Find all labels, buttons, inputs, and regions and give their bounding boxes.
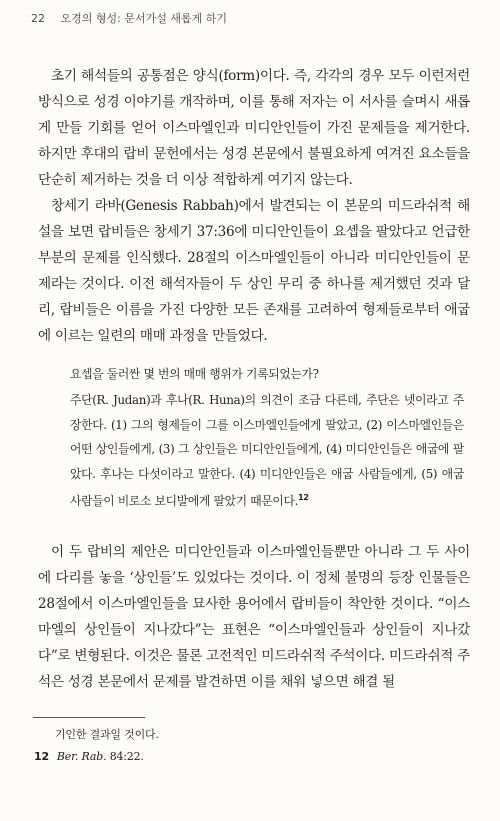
paragraph-2: 창세기 라바(Genesis Rabbah)에서 발견되는 이 본문의 미드라쉬적 해설을 보면 랍비들은 창세기 37:36에 미디안인들이 요셉을 팔았다고 언급한 부분의 문제를 인식했다. 28절의 이스마엘인들이 아니라 미디안인들이 문제라는 것이다. 이전 해석자들이 두 상인 무리 중 하나를 제거했던 것과 달리, 랍비들은 이름을 가진 다양한 모든 존재를 고려하여 형제들로부터 애굽에 이르는 일련의 매매 과정을 만들었다. [38,198,470,344]
footnote-separator [33,717,145,718]
footnote-12 [34,749,144,765]
paragraph-3: 이 두 랍비의 제안은 미디안인들과 이스마엘인들뿐만 아니라 그 두 사이에 다리를 놓을 ‘상인들’도 있었다는 것이다. 이 정체 불명의 등장 인물들은 28절에서 이스마엘인들을 묘사한 용어에서 랍비들이 착안한 것이다. “이스마엘의 상인들이 지나갔다”는 표현은 “이스마엘인들과 상인들이 지나갔다”로 변형된다. 이것은 물론 고전적인 미드라쉬적 주석이다. 미드라쉬적 주석은 성경 본문에서 문제를 발견하면 이를 채워 넣으면 해결 될 [38,544,470,690]
footnote-ref-12[interactable]: 12 [298,493,309,502]
page-number: 22 [31,12,45,25]
quote-answer-text: 주단(R. Judan)과 후나(R. Huna)의 의견이 조금 다른데, 주단은 넷이라고 주장한다. (1) 그의 형제들이 그를 이스마엘인들에게 팔았고, (2) 이스마엘인들은 어떤 상인들에게, (3) 그 상인들은 미디안인들에게, (4) 미디안인들은 애굽에 팔았다. 후나는 다섯이라고 말한다. (4) 미디안인들은 애굽 사람들에게, (5) 애굽 사람들이 비로소 보디발에게 팔았기 때문이다. [70,393,464,508]
quote-answer [70,388,464,513]
footnote-location: 84:22. [109,750,144,763]
running-header [31,10,227,26]
footnote-continued: 기인한 결과일 것이다. [55,728,159,741]
footnote-source: Ber. Rab. [56,750,107,763]
paragraph-1: 초기 해석들의 공통점은 양식(form)이다. 즉, 각각의 경우 모두 이런저런 방식으로 성경 이야기를 개작하며, 이를 통해 저자는 이 서사를 슬며시 새롭게 만들 기회를 얻어 이스마엘인과 미디안인들이 가진 문제들을 제거한다. 하지만 후대의 랍비 문헌에서는 성경 본문에서 불필요하게 여겨진 요소들을 단순히 제거하는 것을 더 이상 적합하게 여기지 않는다. [38,68,470,188]
running-title: 오경의 형성: 문서가설 새롭게 하기 [60,12,227,25]
quote-question: 요셉을 둘러싼 몇 번의 매매 행위가 기록되었는가? [70,367,319,381]
footnote-number: 12 [34,750,49,763]
